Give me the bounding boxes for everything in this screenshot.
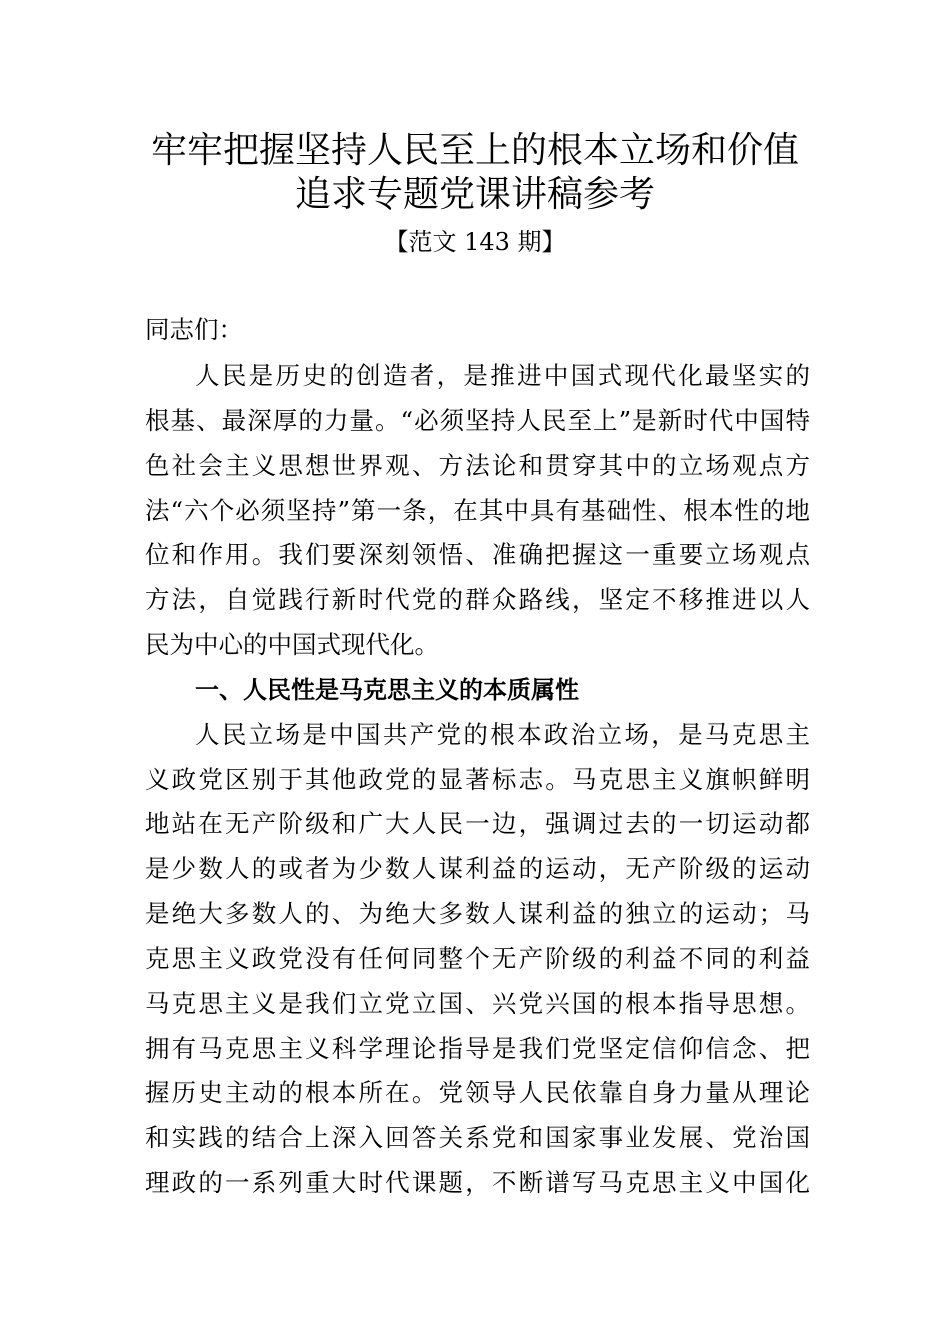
paragraph-line: 方法，自觉践行新时代党的群众路线，坚定不移推进以人	[145, 585, 810, 614]
paragraph-line: 克思主义政党没有任何同整个无产阶级的利益不同的利益	[145, 944, 810, 973]
paragraph-line: 握历史主动的根本所在。党领导人民依靠自身力量从理论	[145, 1078, 810, 1107]
paragraph-line: 人民是历史的创造者，是推进中国式现代化最坚实的	[195, 361, 810, 390]
paragraph-line: 位和作用。我们要深刻领悟、准确把握这一重要立场观点	[145, 540, 810, 569]
salutation: 同志们：	[145, 315, 243, 344]
issue-number: 【范文 143 期】	[384, 228, 566, 256]
paragraph-line: 是绝大多数人的、为绝大多数人谋利益的独立的运动；马	[145, 899, 810, 928]
paragraph-line: 地站在无产阶级和广大人民一边，强调过去的一切运动都	[145, 809, 810, 838]
paragraph-line: 色社会主义思想世界观、方法论和贯穿其中的立场观点方	[145, 451, 810, 480]
paragraph-line: 民为中心的中国式现代化。	[145, 630, 439, 659]
paragraph-line: 法“六个必须坚持”第一条，在其中具有基础性、根本性的地	[145, 496, 810, 525]
paragraph-line: 根基、最深厚的力量。“必须坚持人民至上”是新时代中国特	[145, 406, 810, 435]
section-heading: 一、人民性是马克思主义的本质属性	[195, 676, 579, 704]
document-title-line-2: 追求专题党课讲稿参考	[294, 174, 655, 215]
paragraph-line: 拥有马克思主义科学理论指导是我们党坚定信仰信念、把	[145, 1034, 810, 1063]
paragraph-line: 人民立场是中国共产党的根本政治立场，是马克思主	[195, 720, 810, 749]
paragraph-line: 马克思主义是我们立党立国、兴党兴国的根本指导思想。	[145, 989, 810, 1018]
paragraph-line: 义政党区别于其他政党的显著标志。马克思主义旗帜鲜明	[145, 765, 810, 794]
paragraph-line: 是少数人的或者为少数人谋利益的运动，无产阶级的运动	[145, 854, 810, 883]
paragraph-line: 理政的一系列重大时代课题，不断谱写马克思主义中国化	[145, 1168, 810, 1197]
paragraph-line: 和实践的结合上深入回答关系党和国家事业发展、党治国	[145, 1123, 810, 1152]
document-title-line-1: 牢牢把握坚持人民至上的根本立场和价值	[150, 130, 799, 171]
